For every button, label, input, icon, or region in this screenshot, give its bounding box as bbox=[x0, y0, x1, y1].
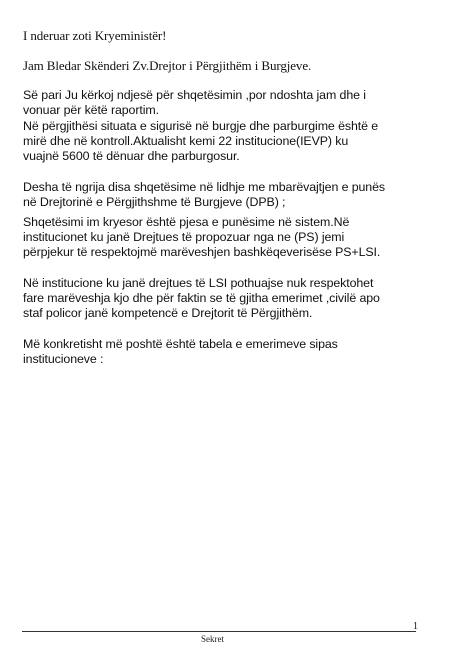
footer-divider bbox=[22, 631, 416, 632]
page-number: 1 bbox=[413, 621, 418, 632]
paragraph-4-line-2: institucionet ku janë Drejtues të propozuar nga ne (PS) jemi bbox=[23, 230, 345, 244]
paragraph-2-line-3: vuajnë 5600 të dënuar dhe parburgosur. bbox=[23, 149, 240, 163]
paragraph-4-line-1: Shqetësimi im kryesor është pjesa e punësime në sistem.Në bbox=[23, 215, 350, 229]
paragraph-2-line-2: mirë dhe në kontroll.Aktualisht kemi 22 institucione(IEVP) ku bbox=[23, 134, 349, 148]
paragraph-6-line-2: institucioneve : bbox=[23, 352, 104, 366]
intro-line: Jam Bledar Skënderi Zv.Drejtor i Përgjithëm i Burgjeve. bbox=[23, 58, 312, 73]
paragraph-6-line-1: Më konkretisht më poshtë është tabela e emerimeve sipas bbox=[23, 337, 338, 351]
paragraph-2-line-1: Në përgjithësi situata e sigurisë në burgje dhe parburgime është e bbox=[23, 119, 379, 133]
paragraph-1-line-2: vonuar për këtë raportim. bbox=[23, 103, 159, 117]
paragraph-5-line-3: staf policor janë kompetencë e Drejtorit të Përgjithëm. bbox=[23, 306, 313, 320]
salutation: I nderuar zoti Kryeministër! bbox=[23, 28, 167, 43]
paragraph-5-line-2: fare marëveshja kjo dhe për faktin se të gjitha emerimet ,civilë apo bbox=[23, 291, 380, 305]
paragraph-5-line-1: Në institucione ku janë drejtues të LSI pothuajse nuk respektohet bbox=[23, 276, 374, 290]
paragraph-3-line-1: Desha të ngrija disa shqetësime në lidhje me mbarëvajtjen e punës bbox=[23, 180, 385, 194]
paragraph-4-line-3: përpjekur të respektojmë marëveshjen bashkëqeverisëse PS+LSI. bbox=[23, 245, 381, 259]
footer-label: Sekret bbox=[201, 634, 224, 644]
paragraph-1-line-1: Së pari Ju kërkoj ndjesë për shqetësimin ,por ndoshta jam dhe i bbox=[23, 88, 366, 102]
paragraph-3-line-2: në Drejtorinë e Përgjithshme të Burgjeve (DPB) ; bbox=[23, 195, 286, 209]
